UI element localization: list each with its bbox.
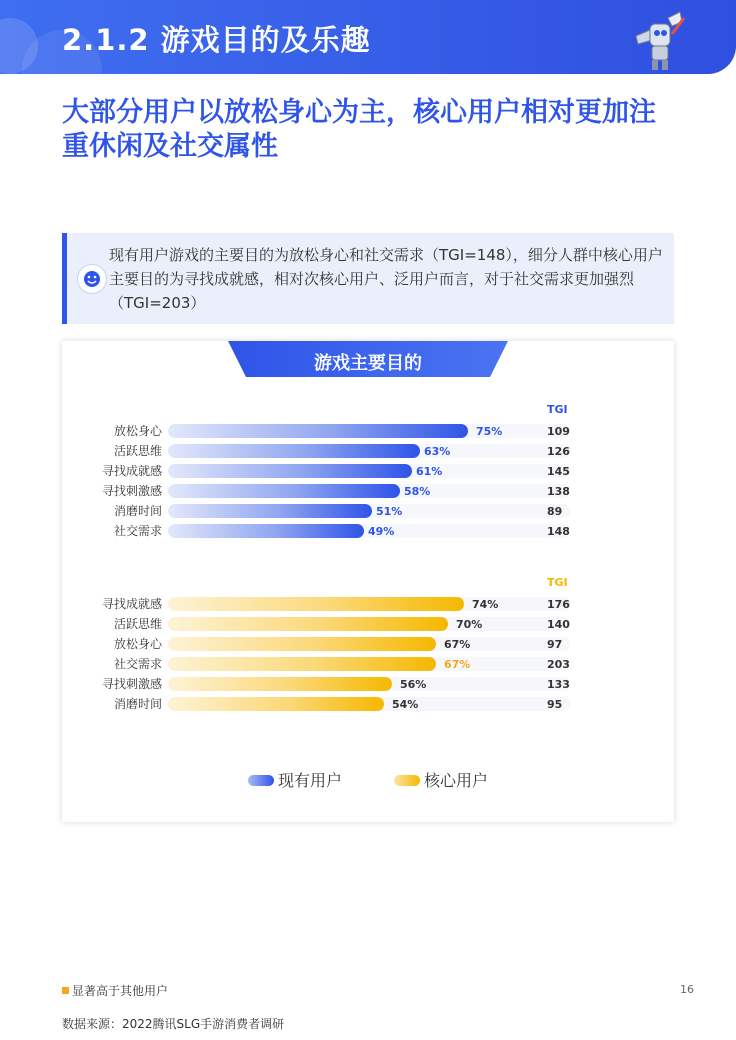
- tgi-header: TGI: [547, 403, 568, 416]
- smiley-icon: [77, 264, 107, 294]
- value-label: 61%: [416, 465, 443, 478]
- category-label: 社交需求: [113, 657, 162, 671]
- bar-chart: [62, 391, 674, 791]
- tgi-header: TGI: [547, 576, 568, 589]
- bar: [168, 617, 448, 631]
- bar: [168, 444, 420, 458]
- value-label: 51%: [376, 505, 403, 518]
- robot-mascot-icon: [628, 10, 688, 72]
- bar: [168, 697, 384, 711]
- bar: [168, 504, 372, 518]
- category-label: 活跃思维: [113, 617, 162, 631]
- category-label: 消磨时间: [113, 697, 162, 711]
- category-label: 消磨时间: [113, 504, 162, 518]
- legend-swatch-blue: [248, 775, 274, 786]
- tgi-value: 145: [547, 465, 570, 478]
- tgi-value: 109: [547, 425, 570, 438]
- value-label: 56%: [400, 678, 427, 691]
- note-text: 现有用户游戏的主要目的为放松身心和社交需求（TGI=148），细分人群中核心用户主要目的为寻找成就感，相对次核心用户、泛用户而言，对于社交需求更加强烈（TGI=203）: [109, 246, 663, 312]
- value-label: 54%: [392, 698, 419, 711]
- highlight-marker-icon: [62, 987, 69, 994]
- category-label: 寻找成就感: [101, 464, 162, 478]
- note-accent-bar: [62, 233, 67, 324]
- chart-card: 游戏主要目的 TGI 放松身心 75% 109 活跃思维 63% 126 寻找成就感 61% 145 寻找刺激感 58% 138 消磨时间 51% 89 社交需求 49% 148 TGI 寻找成就感 74% 176 活跃思维 70% 140 放松身心 67% 97 社交需求 67% 203 寻找刺激感 56% 133 消磨时间 54% 95 现有用户 核心用户: [62, 341, 674, 822]
- bar: [168, 464, 412, 478]
- category-label: 寻找成就感: [101, 597, 162, 611]
- bar: [168, 484, 400, 498]
- bar: [168, 524, 364, 538]
- value-label: 70%: [456, 618, 483, 631]
- legend-swatch-yellow: [394, 775, 420, 786]
- tgi-value: 95: [547, 698, 563, 711]
- summary-note: [62, 233, 674, 324]
- value-label: 63%: [424, 445, 451, 458]
- tgi-value: 89: [547, 505, 563, 518]
- bar: [168, 677, 392, 691]
- data-source: 数据来源：2022腾讯SLG手游消费者调研: [62, 1017, 285, 1031]
- value-label: 58%: [404, 485, 431, 498]
- value-label: 67%: [444, 638, 471, 651]
- category-label: 寻找刺激感: [101, 484, 162, 498]
- tgi-value: 133: [547, 678, 570, 691]
- tgi-value: 203: [547, 658, 570, 671]
- tgi-value: 126: [547, 445, 570, 458]
- tgi-value: 138: [547, 485, 570, 498]
- tgi-value: 97: [547, 638, 563, 651]
- category-label: 放松身心: [113, 637, 162, 651]
- category-label: 活跃思维: [113, 444, 162, 458]
- tgi-value: 176: [547, 598, 570, 611]
- category-label: 社交需求: [113, 524, 162, 538]
- category-label: 放松身心: [113, 424, 162, 438]
- tgi-value: 148: [547, 525, 570, 538]
- section-title: 2.1.2 游戏目的及乐趣: [62, 23, 371, 57]
- value-label: 49%: [368, 525, 395, 538]
- category-label: 寻找刺激感: [101, 677, 162, 691]
- bar: [168, 657, 436, 671]
- value-label: 75%: [476, 425, 503, 438]
- chart-title: 游戏主要目的: [314, 353, 422, 374]
- page-number: 16: [680, 983, 694, 996]
- bar: [168, 637, 436, 651]
- page-subtitle: 大部分用户以放松身心为主，核心用户相对更加注重休闲及社交属性: [62, 97, 656, 162]
- footnote: 显著高于其他用户: [62, 982, 168, 999]
- header-banner: [0, 0, 736, 74]
- bar: [168, 597, 464, 611]
- bar: [168, 424, 468, 438]
- value-label: 74%: [472, 598, 499, 611]
- value-label: 67%: [444, 658, 471, 671]
- tgi-value: 140: [547, 618, 570, 631]
